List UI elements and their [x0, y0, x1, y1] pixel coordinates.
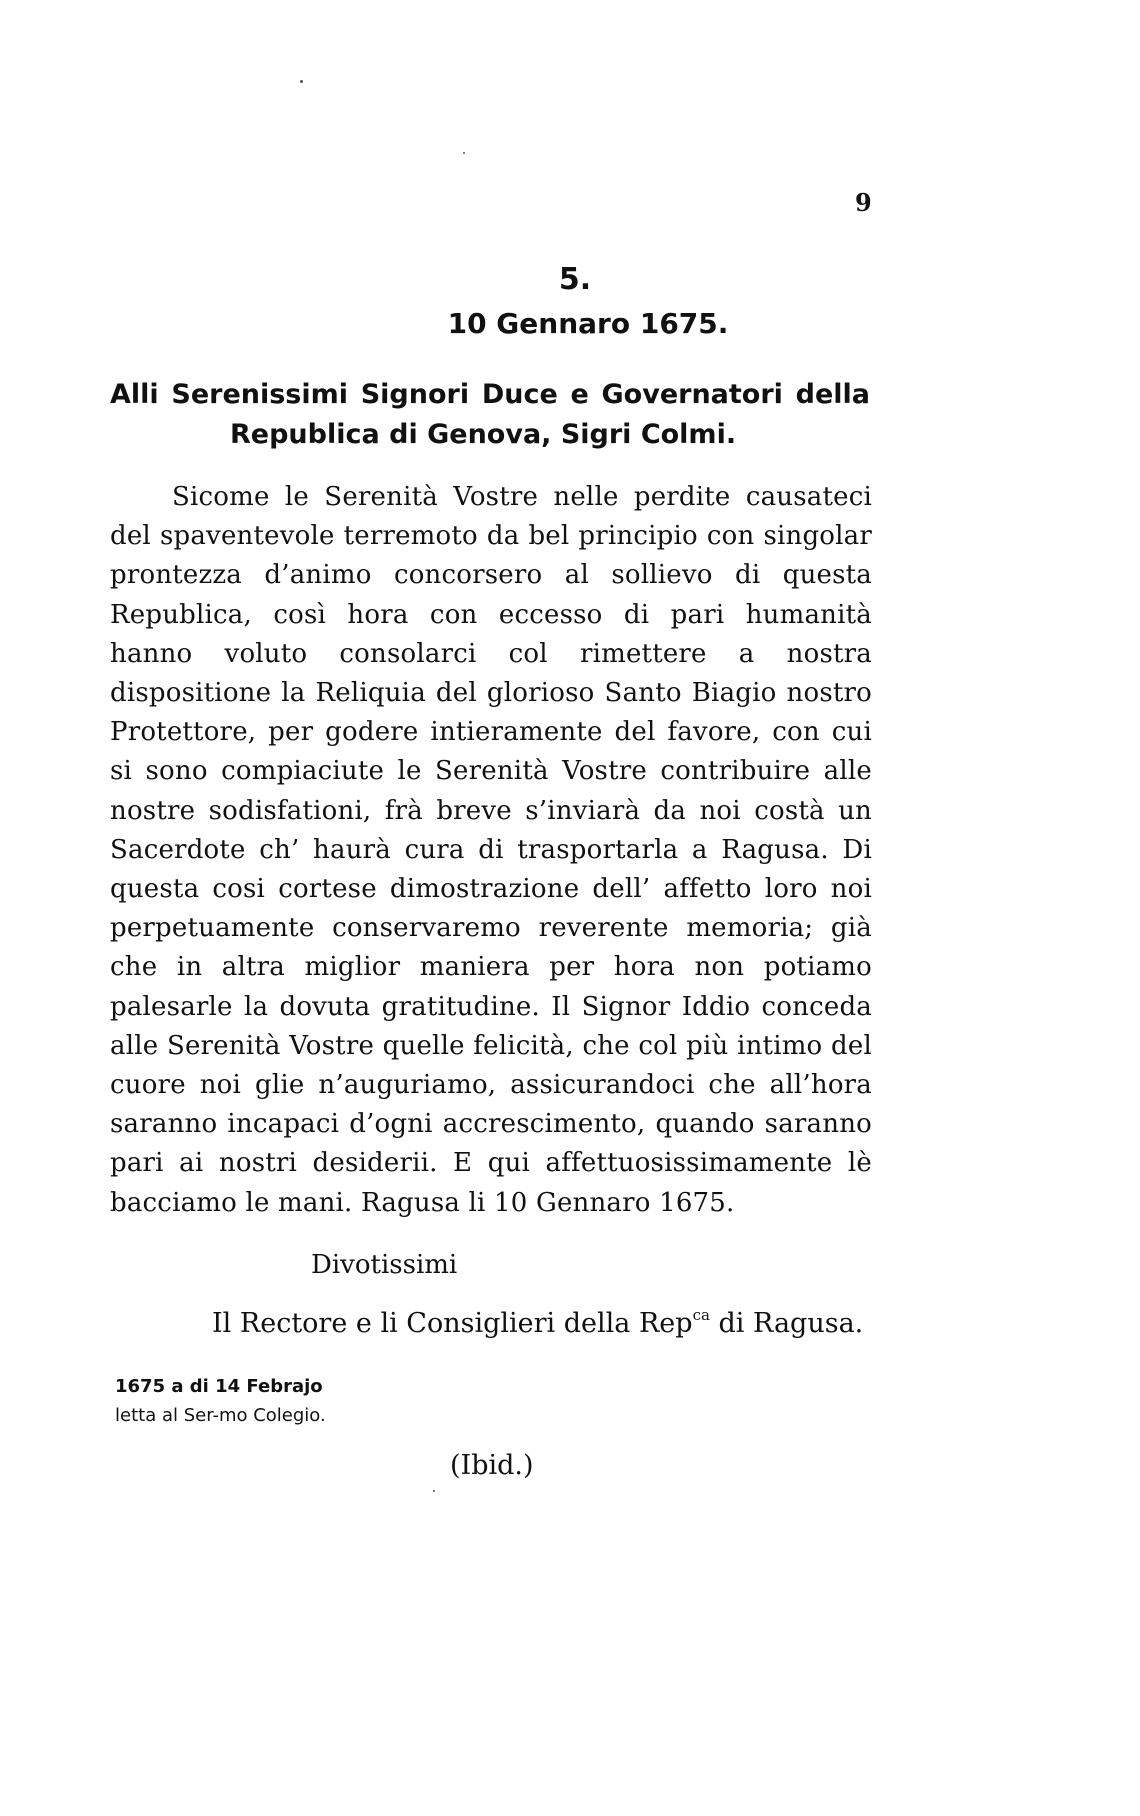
body-paragraph: Sicome le Serenità Vostre nelle perdite causateci del spaventevole terremoto da bel principio con singolar prontezza d’animo concorsero al sollievo di questa Republica, così hora con eccesso di pari humanità hanno voluto consolarci col rimettere a nostra dispositione la Reliquia del glorioso Santo Biagio nostro Protettore, per godere intieramente del favore, con cui si sono compiaciute le Serenità Vostre contribuire alle nostre sodisfationi, frà breve s’inviarà da noi costà un Sacerdote ch’ haurà cura di trasportarla a Ragusa. Di questa cosi cortese dimostrazione dell’ affetto loro noi perpetuamente conservaremo reverente memoria; già che in altra miglior maniera per hora non potiamo palesarle la dovuta gratitudine. Il Signor Iddio conceda alle Serenità Vostre quelle felicità, che col più intimo del cuore noi glie n’auguriamo, assicurandoci che all’hora saranno incapaci d’ogni accrescimento, quando saranno pari ai nostri desiderii. E qui affettuosissimamente lè bacciamo le mani. Ragusa li 10 Gennaro 1675. — [110, 482, 872, 1218]
archival-note — [115, 1372, 326, 1430]
page-number: 9 — [855, 188, 872, 217]
address-line-1: Alli Serenissimi Signori Duce e Governatori della — [110, 379, 870, 410]
letter-body — [110, 478, 872, 1223]
closing-formula: Divotissimi — [311, 1250, 458, 1280]
note-line-1: 1675 a di 14 Febrajo — [115, 1376, 323, 1397]
address-line-2: Republica di Genova, Sigri Colmi. — [230, 419, 737, 450]
signature-text-end: di Ragusa. — [709, 1308, 864, 1339]
letter-address — [110, 375, 870, 455]
signature-line — [212, 1306, 863, 1339]
scan-speck — [433, 1490, 435, 1492]
signature-superscript: ca — [692, 1306, 710, 1324]
scan-speck — [463, 152, 465, 154]
document-number: 5. — [558, 262, 592, 297]
note-line-2: letta al Ser-mo Colegio. — [115, 1405, 326, 1426]
date-heading: 10 Gennaro 1675. — [447, 307, 729, 340]
signature-text: Il Rectore e li Consiglieri della Rep — [212, 1308, 693, 1339]
scan-speck — [300, 80, 303, 83]
source-reference: (Ibid.) — [450, 1450, 534, 1481]
